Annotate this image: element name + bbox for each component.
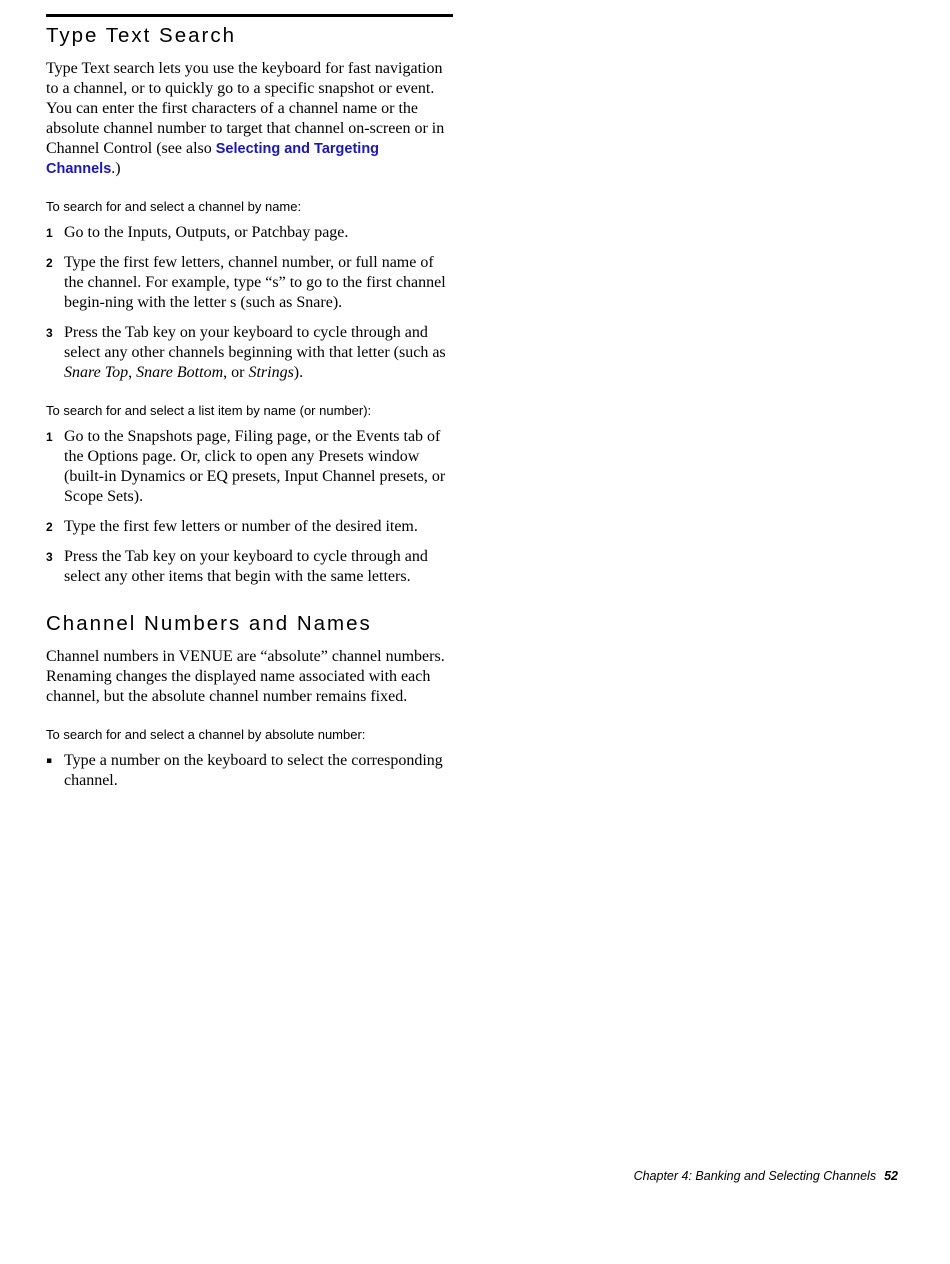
chapter-title: Chapter 4: Banking and Selecting Channels [633,1169,877,1183]
bullet-icon: ▪ [46,756,53,766]
steps-list-item [46,427,453,587]
step-number: 3 [46,550,53,564]
section-title-type-text-search: Type Text Search [46,24,237,47]
step-text: Go to the Snapshots page, Filing page, or the Events tab of the Options page. Or, click to open any Presets window (built-in Dynamics or EQ presets, Input Channel presets, or Scope Sets). [64,428,446,505]
step-number: 3 [46,326,53,340]
step-text: Type the first few letters, channel number, or full name of the channel. For example, type “s” to go to the first channel begin-ning with the letter s (such as Snare). [64,254,446,311]
step-text: Go to the Inputs, Outputs, or Patchbay page. [64,224,349,241]
channel-numbers-paragraph: Channel numbers in VENUE are “absolute” channel numbers. Renaming changes the displayed name associated with each channel, but the absolute channel number remains fixed. [46,648,445,705]
step-text: Type the first few letters or number of the desired item. [64,518,418,535]
separator: , or [223,364,249,381]
separator: , [128,364,137,381]
intro-end: .) [111,160,121,177]
step-item [46,223,453,243]
procedure-heading-list-item: To search for and select a list item by name (or number): [46,403,372,418]
step-item [46,427,453,507]
page-footer [634,1169,898,1183]
list-item [46,751,453,791]
step-item [46,323,453,383]
channel-name-strings: Strings [248,364,294,381]
steps-by-name [46,223,453,383]
step-text-a: Press the Tab key on your keyboard to cycle through and select any other channels beginning with that letter (such as [64,324,446,361]
step-text: Press the Tab key on your keyboard to cycle through and select any other items that begin with the same letters. [64,548,428,585]
step-text [64,323,453,383]
section-rule [46,14,453,17]
page-column [46,14,453,801]
step-number: 1 [46,430,53,444]
bullet-text: Type a number on the keyboard to select the corresponding channel. [64,752,443,789]
bullets-by-number [46,751,453,791]
intro-text: Type Text search lets you use the keyboard for fast navigation to a channel, or to quickly go to a specific snapshot or event. You can enter the first characters of a channel name or the absolute channel number to target that channel on-screen or in Channel Control (see also [46,60,445,157]
selecting-targeting-channels-link[interactable]: Selecting and Targeting Channels [46,141,380,177]
procedure-heading-by-name: To search for and select a channel by name: [46,199,302,214]
step-item [46,253,453,313]
step-item [46,517,453,537]
channel-name-snare-top: Snare Top [64,364,129,381]
step-number: 1 [46,226,53,240]
page-number: 52 [884,1169,898,1183]
step-text-b: ). [293,364,304,381]
intro-paragraph [46,59,453,179]
channel-name-snare-bottom: Snare Bottom [136,364,224,381]
step-number: 2 [46,520,53,534]
procedure-heading-by-number: To search for and select a channel by absolute number: [46,727,366,742]
step-number: 2 [46,256,53,270]
step-item [46,547,453,587]
section-title-channel-numbers: Channel Numbers and Names [46,612,372,635]
